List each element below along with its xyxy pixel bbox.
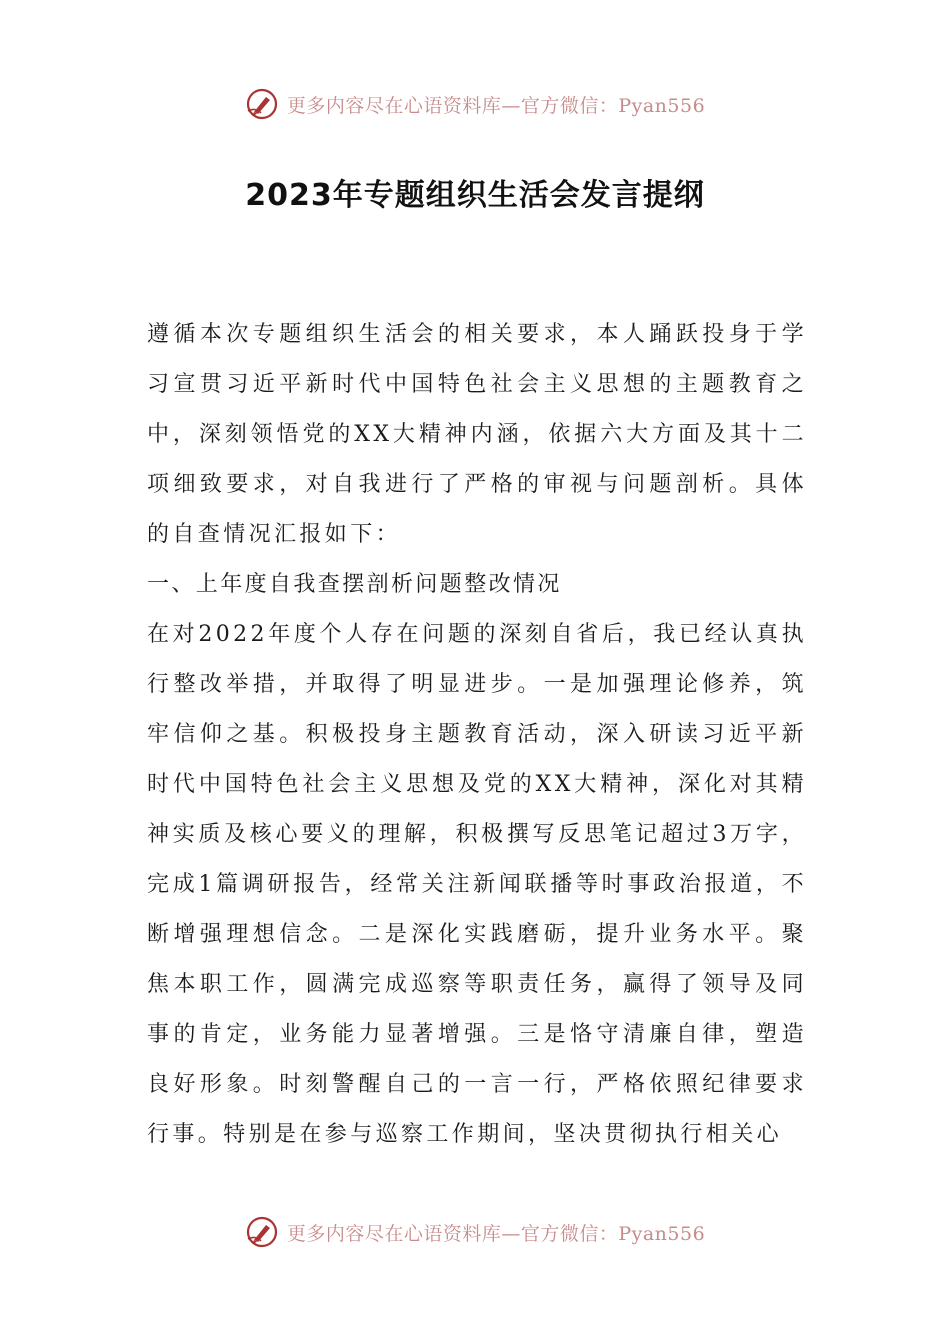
document-title: 2023年专题组织生活会发言提纲 <box>245 178 705 213</box>
intro-paragraph: 遵循本次专题组织生活会的相关要求，本人踊跃投身于学习宣贯习近平新时代中国特色社会主义思想的主题教育之中，深刻领悟党的XX大精神内涵，依据六大方面及其十二项细致要求，对自我进行了严格的审视与问题剖析。具体的自查情况汇报如下： <box>147 322 807 547</box>
watermark-footer <box>0 1212 950 1252</box>
body-paragraph: 在对2022年度个人存在问题的深刻自省后，我已经认真执行整改举措，并取得了明显进步。一是加强理论修养，筑牢信仰之基。积极投身主题教育活动，深入研读习近平新时代中国特色社会主义思想及党的XX大精神，深化对其精神实质及核心要义的理解，积极撰写反思笔记超过3万字，完成1篇调研报告，经常关注新闻联播等时事政治报道，不断增强理想信念。二是深化实践磨砺，提升业务水平。聚焦本职工作，圆满完成巡察等职责任务，赢得了领导及同事的肯定，业务能力显著增强。三是恪守清廉自律，塑造良好形象。时刻警醒自己的一言一行，严格依照纪律要求行事。特别是在参与巡察工作期间，坚决贯彻执行相关心 <box>147 622 807 1147</box>
watermark-header <box>0 84 950 124</box>
pen-nib-icon <box>245 87 279 121</box>
watermark-text: 更多内容尽在心语资料库—官方微信：Pyan556 <box>286 94 706 117</box>
section-heading: 一、上年度自我查摆剖析问题整改情况 <box>147 572 562 597</box>
pen-nib-icon <box>245 1215 279 1249</box>
document-body <box>147 310 807 1160</box>
watermark-text: 更多内容尽在心语资料库—官方微信：Pyan556 <box>286 1222 706 1245</box>
